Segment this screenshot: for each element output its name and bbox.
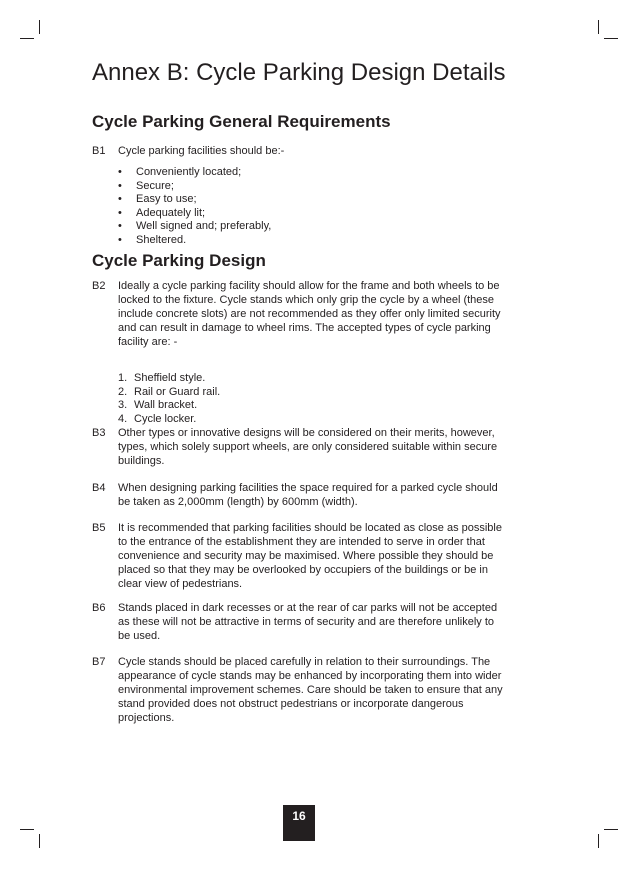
page-title: Annex B: Cycle Parking Design Details xyxy=(92,59,506,86)
paragraph-number: B3 xyxy=(92,427,106,439)
paragraph-b1 xyxy=(92,144,508,158)
bullet-item xyxy=(118,180,271,194)
paragraph-number: B7 xyxy=(92,656,106,668)
section-heading-general-requirements: Cycle Parking General Requirements xyxy=(92,112,391,131)
requirements-bullet-list xyxy=(118,166,271,247)
bullet-glyph: • xyxy=(118,193,122,205)
page-number: 16 xyxy=(283,805,315,841)
bullet-item xyxy=(118,166,271,180)
bullet-text: Well signed and; preferably, xyxy=(136,220,272,232)
list-number: 1. xyxy=(118,372,128,384)
bullet-glyph: • xyxy=(118,179,122,192)
bullet-glyph: • xyxy=(118,206,122,219)
crop-mark xyxy=(39,20,40,34)
crop-mark xyxy=(604,38,618,39)
bullet-text: Secure; xyxy=(136,179,174,192)
paragraph-number: B6 xyxy=(92,602,106,614)
accepted-types-list xyxy=(118,372,220,426)
bullet-item xyxy=(118,207,271,221)
paragraph-number: B5 xyxy=(92,522,106,534)
paragraph-b7 xyxy=(92,655,508,725)
bullet-glyph: • xyxy=(118,233,122,246)
paragraph-number: B2 xyxy=(92,280,106,292)
paragraph-b2 xyxy=(92,279,508,349)
paragraph-text: Other types or innovative designs will be considered on their merits, however, types, which solely support wheels, are only considered suitable within secure buildings. xyxy=(118,427,498,467)
bullet-text: Adequately lit; xyxy=(136,206,206,219)
paragraph-number: B1 xyxy=(92,145,106,157)
paragraph-text: Ideally a cycle parking facility should allow for the frame and both wheels to be locked to the fixture. Cycle stands which only grip the cycle by a wheel (these include concrete slots) are not recommended as they offer only limited security and can result in damage to wheel rims. The accepted types of cycle parking facility are: - xyxy=(118,280,501,348)
bullet-text: Easy to use; xyxy=(136,193,197,205)
list-number: 3. xyxy=(118,399,128,411)
section-heading-design: Cycle Parking Design xyxy=(92,251,266,270)
crop-mark xyxy=(39,834,40,848)
bullet-text: Sheltered. xyxy=(136,233,187,246)
paragraph-number: B4 xyxy=(92,482,106,494)
paragraph-text: Stands placed in dark recesses or at the rear of car parks will not be accepted as these will not be attractive in terms of security and are therefore unlikely to be used. xyxy=(118,602,498,642)
list-item xyxy=(118,372,220,386)
paragraph-text: When designing parking facilities the space required for a parked cycle should be taken as 2,000mm (length) by 600mm (width). xyxy=(118,482,498,508)
bullet-item xyxy=(118,234,271,248)
paragraph-b5 xyxy=(92,521,508,591)
crop-mark xyxy=(598,20,599,34)
crop-mark xyxy=(604,829,618,830)
bullet-glyph: • xyxy=(118,220,122,232)
paragraph-b3 xyxy=(92,426,508,468)
list-text: Wall bracket. xyxy=(134,399,198,411)
paragraph-b6 xyxy=(92,601,508,643)
bullet-item xyxy=(118,220,271,234)
list-item xyxy=(118,413,220,427)
list-item xyxy=(118,386,220,400)
paragraph-text: Cycle parking facilities should be:- xyxy=(118,145,285,157)
list-item xyxy=(118,399,220,413)
bullet-text: Conveniently located; xyxy=(136,166,242,178)
list-number: 2. xyxy=(118,385,128,398)
paragraph-text: Cycle stands should be placed carefully in relation to their surroundings. The appearance of cycle stands may be enhanced by incorporating them into wider environmental improvement schemes. Care should be taken to ensure that any stand provided does not obstruct pedestrians or incorporate dangerous projections. xyxy=(118,656,503,724)
list-number: 4. xyxy=(118,412,128,425)
list-text: Rail or Guard rail. xyxy=(134,385,221,398)
crop-mark xyxy=(20,38,34,39)
crop-mark xyxy=(598,834,599,848)
list-text: Sheffield style. xyxy=(134,372,206,384)
paragraph-text: It is recommended that parking facilities should be located as close as possible to the entrance of the establishment they are intended to serve in order that convenience and security may be maximised. Where possible they should be placed so that they may be overlooked by occupiers of the buildings or be in clear view of pedestrians. xyxy=(118,522,502,590)
crop-mark xyxy=(20,829,34,830)
bullet-item xyxy=(118,193,271,207)
bullet-glyph: • xyxy=(118,166,122,178)
list-text: Cycle locker. xyxy=(134,412,197,425)
paragraph-b4 xyxy=(92,481,508,509)
